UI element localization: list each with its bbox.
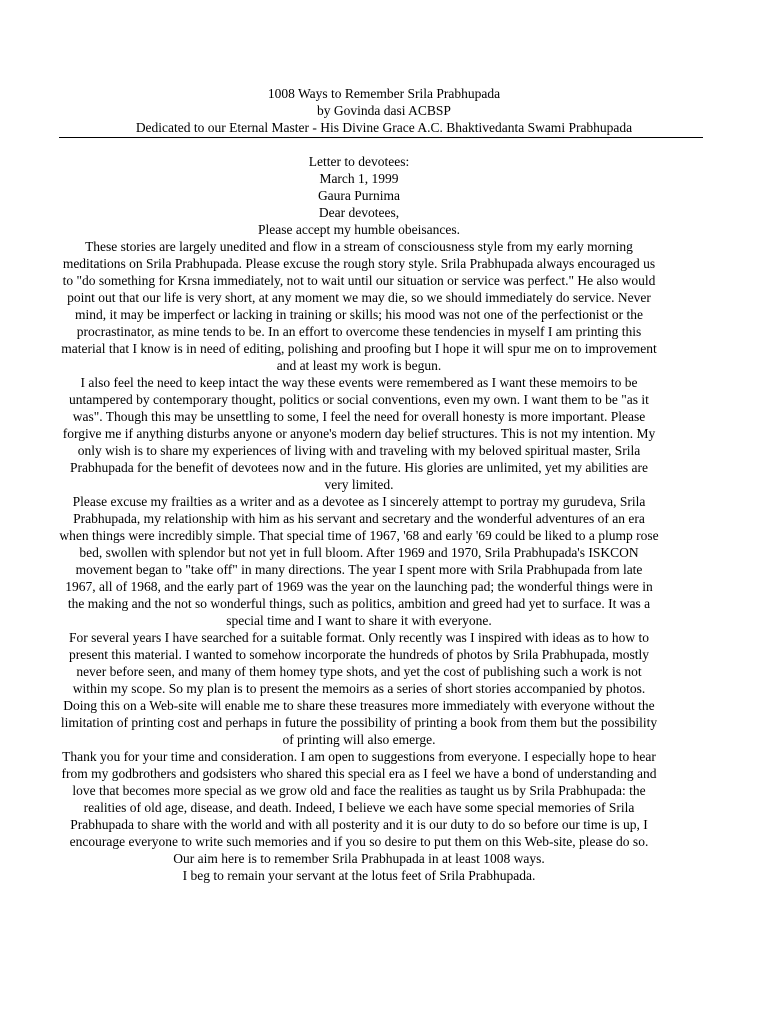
letter-closing: I beg to remain your servant at the lotus feet of Srila Prabhupada. [182, 868, 536, 883]
document-header [60, 85, 708, 136]
letter-paragraph: Please excuse my frailties as a writer and as a devotee as I sincerely attempt to portray my gurudeva, Srila Prabhupada, my relationship with him as his servant and secretary and the wonderful adventures of an era when things were incredibly simple. That special time of 1967, '68 and early '69 could be liked to a plump rose bed, swollen with splendor but not yet in full bloom. After 1969 and 1970, Srila Prabhupada's ISKCON movement began to "take off" in many directions. The year I spent more with Srila Prabhupada from late 1967, all of 1968, and the early part of 1969 was the year on the launching pad; the wonderful things were in the making and the not so wonderful things, such as politics, ambition and greed had yet to surface. It was a special time and I want to share it with everyone. [59, 494, 659, 628]
letter-paragraph: For several years I have searched for a suitable format. Only recently was I inspired with ideas as to how to present this material. I wanted to somehow incorporate the hundreds of photos by Srila Prabhupada, mostly never before seen, and many of them homey type shots, and yet the cost of publishing such a work is not within my scope. So my plan is to present the memoirs as a series of short stories accompanied by photos. Doing this on a Web-site will enable me to share these treasures more immediately with everyone without the limitation of printing cost and perhaps in future the possibility of printing a book from them but the possibility of printing will also emerge. [60, 630, 658, 747]
letter-greeting: Please accept my humble obeisances. [257, 222, 461, 237]
horizontal-divider [59, 137, 703, 138]
letter-heading: Letter to devotees: [308, 154, 410, 169]
document-dedication: Dedicated to our Eternal Master - His Divine Grace A.C. Bhaktivedanta Swami Prabhupada [135, 120, 633, 135]
document-title: 1008 Ways to Remember Srila Prabhupada [267, 86, 501, 101]
letter-paragraph: Thank you for your time and consideration. I am open to suggestions from everyone. I especially hope to hear from my godbrothers and godsisters who shared this special era as I feel we have a bond of understanding and love that becomes more special as we grow old and face the realities as taught us by Srila Prabhupada: the realities of old age, disease, and death. Indeed, I believe we each have some special memories of Srila Prabhupada to share with the world and with all posterity and it is our duty to do so before our time is up, I encourage everyone to write such memories and if you so desire to put them on this Web-site, please do so. Our aim here is to remember Srila Prabhupada in at least 1008 ways. [61, 749, 657, 866]
letter-occasion: Gaura Purnima [317, 188, 401, 203]
letter-date: March 1, 1999 [319, 171, 399, 186]
letter-body [59, 153, 659, 884]
letter-paragraph: I also feel the need to keep intact the way these events were remembered as I want these memoirs to be untampered by contemporary thought, politics or social conventions, even my own. I want them to be "as it was". Though this may be unsettling to some, I feel the need for overall honesty is more important. Please forgive me if anything disturbs anyone or anyone's modern day belief structures. This is not my intention. My only wish is to share my experiences of living with and traveling with my beloved spiritual master, Srila Prabhupada for the benefit of devotees now and in the future. His glories are unlimited, yet my abilities are very limited. [62, 375, 656, 492]
letter-salutation: Dear devotees, [318, 205, 400, 220]
document-author: by Govinda dasi ACBSP [317, 103, 451, 118]
letter-paragraph: These stories are largely unedited and flow in a stream of consciousness style from my early morning meditations on Srila Prabhupada. Please excuse the rough story style. Srila Prabhupada always encouraged us to "do something for Krsna immediately, not to wait until our situation or service was perfect." He also would point out that our life is very short, at any moment we may die, so we should immediately do service. Never mind, it may be imperfect or lacking in training or skills; his mood was not one of the perfectionist or the procrastinator, as mine tends to be. In an effort to overcome these tendencies in myself I am printing this material that I know is in need of editing, polishing and proofing but I hope it will spur me on to improvement and at least my work is begun. [61, 239, 657, 373]
